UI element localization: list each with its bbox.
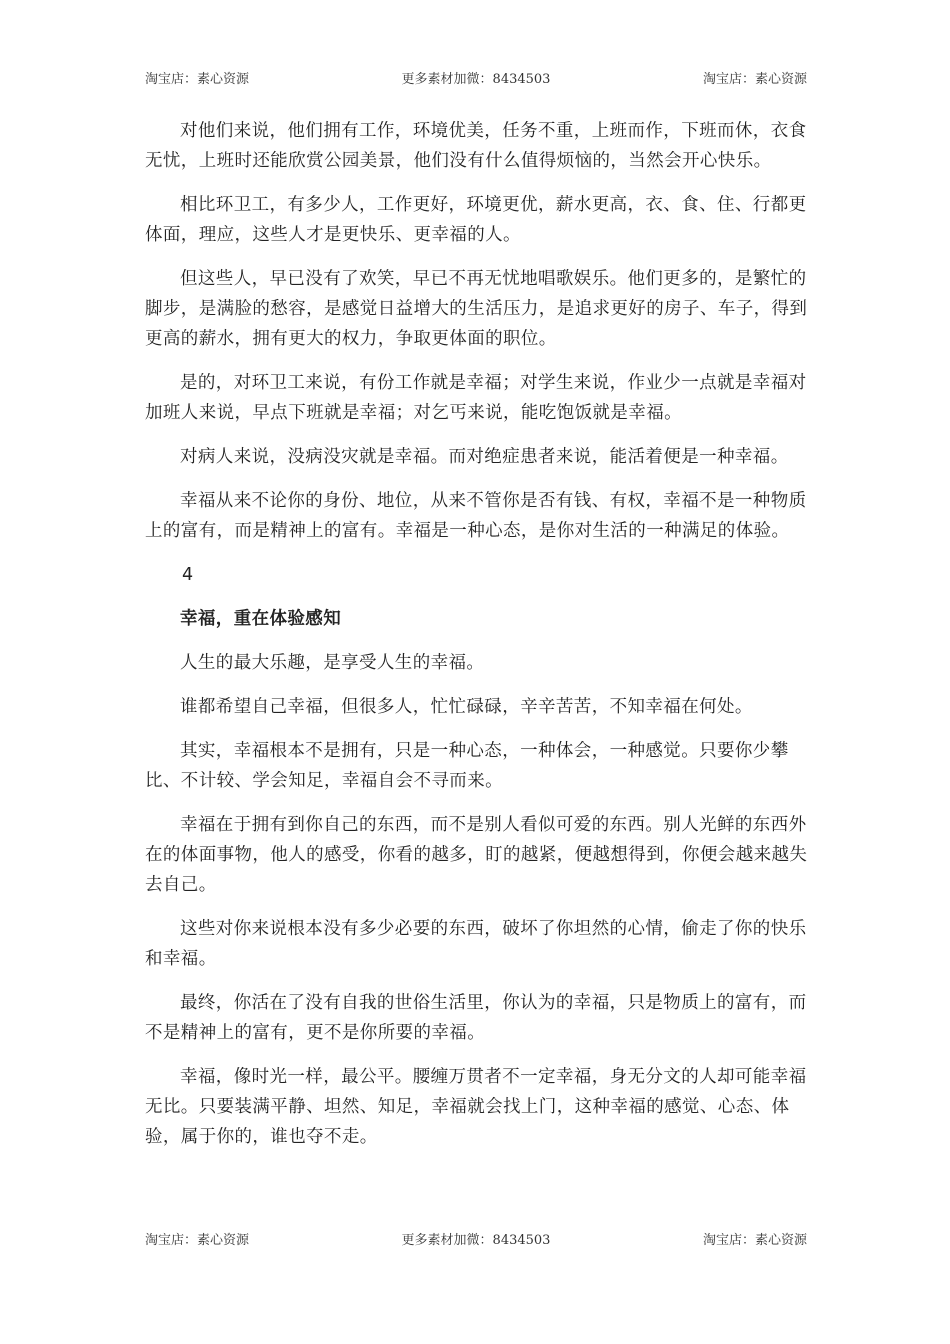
paragraph: 幸福在于拥有到你自己的东西，而不是别人看似可爱的东西。别人光鲜的东西外在的体面事物，他人的感受，你看的越多，盯的越紧，便越想得到，你便会越来越失去自己。 [145,815,808,895]
header-left-text: 淘宝店：素心资源 [145,72,250,87]
footer-left-text: 淘宝店：素心资源 [145,1233,250,1248]
header-right-text: 淘宝店：素心资源 [702,72,807,87]
paragraph: 相比环卫工，有多少人，工作更好，环境更优，薪水更高，衣、食、住、行都更体面，理应，这些人才是更快乐、更幸福的人。 [145,195,807,245]
paragraph: 其实，幸福根本不是拥有，只是一种心态，一种体会，一种感觉。只要你少攀比、不计较、学会知足，幸福自会不寻而来。 [145,741,789,791]
paragraph: 对他们来说，他们拥有工作，环境优美，任务不重，上班而作，下班而休，衣食无忧，上班时还能欣赏公园美景，他们没有什么值得烦恼的，当然会开心快乐。 [145,121,807,171]
paragraph: 是的，对环卫工来说，有份工作就是幸福；对学生来说，作业少一点就是幸福对加班人来说，早点下班就是幸福；对乞丐来说，能吃饱饭就是幸福。 [145,373,807,423]
paragraph: 但这些人，早已没有了欢笑，早已不再无忧地唱歌娱乐。他们更多的，是繁忙的脚步，是满脸的愁容，是感觉日益增大的生活压力，是追求更好的房子、车子，得到更高的薪水，拥有更大的权力，争取更体面的职位。 [145,269,808,349]
section-heading: 幸福，重在体验感知 [180,609,342,629]
paragraph: 最终，你活在了没有自我的世俗生活里，你认为的幸福，只是物质上的富有，而不是精神上的富有，更不是你所要的幸福。 [145,993,807,1043]
page-header [145,68,807,88]
paragraph: 这些对你来说根本没有多少必要的东西，破坏了你坦然的心情，偷走了你的快乐和幸福。 [145,919,807,969]
paragraph: 对病人来说，没病没灾就是幸福。而对绝症患者来说，能活着便是一种幸福。 [180,447,789,467]
section-number: 4 [182,565,194,585]
paragraph: 幸福，像时光一样，最公平。腰缠万贯者不一定幸福，身无分文的人却可能幸福无比。只要装满平静、坦然、知足，幸福就会找上门，这种幸福的感觉、心态、体验，属于你的，谁也夺不走。 [145,1067,807,1147]
paragraph: 幸福从来不论你的身份、地位，从来不管你是否有钱、有权，幸福不是一种物质上的富有，而是精神上的富有。幸福是一种心态，是你对生活的一种满足的体验。 [145,491,807,541]
header-center-text: 更多素材加微：8434503 [401,72,551,87]
footer-right-text: 淘宝店：素心资源 [702,1233,807,1248]
document-body [145,116,809,1166]
paragraph: 谁都希望自己幸福，但很多人，忙忙碌碌，辛辛苦苦，不知幸福在何处。 [180,697,753,717]
footer-center-text: 更多素材加微：8434503 [401,1233,551,1248]
paragraph: 人生的最大乐趣，是享受人生的幸福。 [180,653,485,673]
page-footer [145,1229,807,1249]
